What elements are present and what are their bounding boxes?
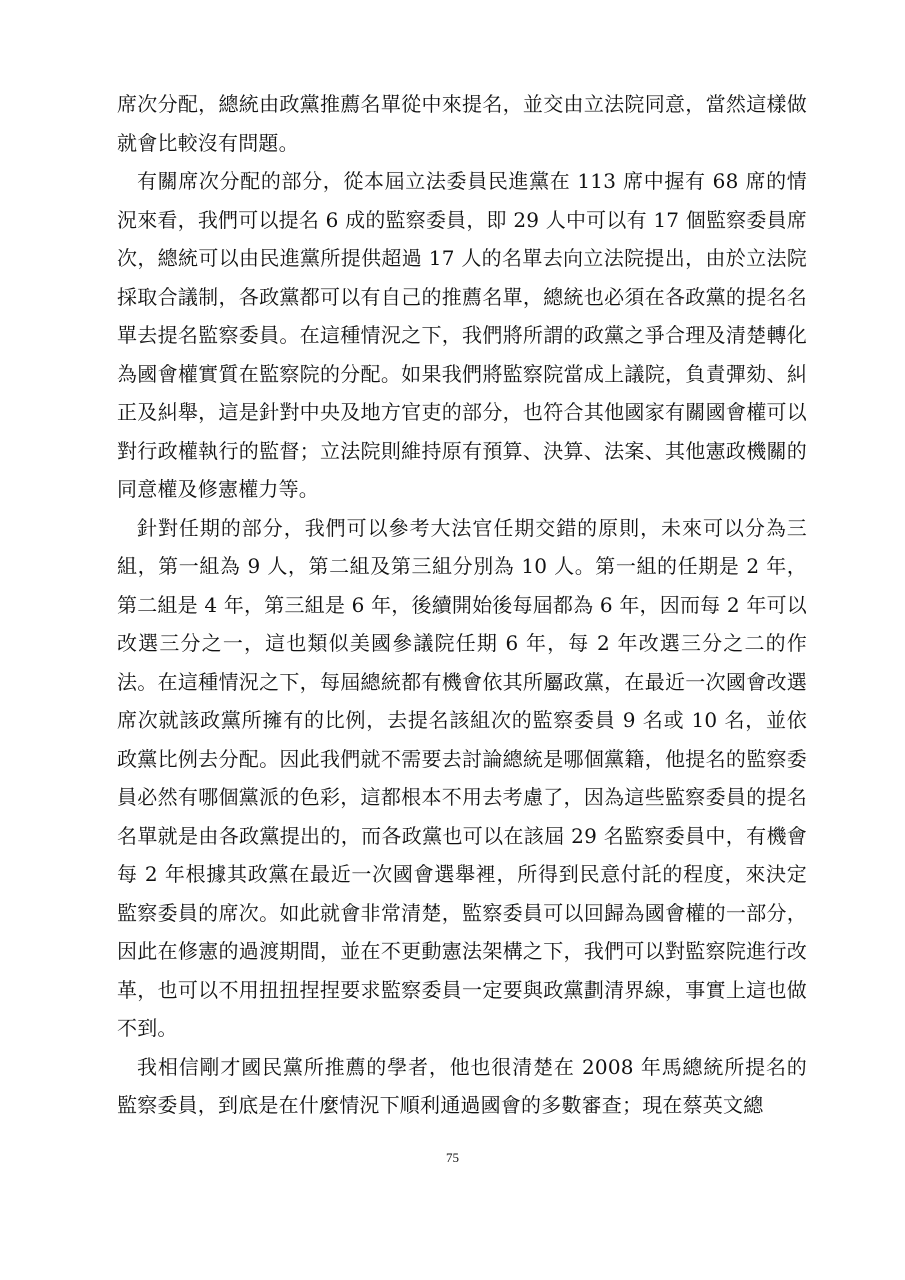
document-body (117, 85, 807, 1125)
paragraph-continuation: 席次分配，總統由政黨推薦名單從中來提名，並交由立法院同意，當然這樣做就會比較沒有問題。 (117, 92, 807, 155)
paragraph-seat-allocation: 有關席次分配的部分，從本屆立法委員民進黨在 113 席中握有 68 席的情況來看，我們可以提名 6 成的監察委員，即 29 人中可以有 17 個監察委員席次，總統可以由民進黨所提供超過 17 人的名單去向立法院提出，由於立法院採取合議制，各政黨都可以有自己的推薦名單，總統也必須在各政黨的提名名單去提名監察委員。在這種情況之下，我們將所謂的政黨之爭合理及清楚轉化為國會權實質在監察院的分配。如果我們將監察院當成上議院，負責彈劾、糾正及糾舉，這是針對中央及地方官吏的部分，也符合其他國家有關國會權可以對行政權執行的監督；立法院則維持原有預算、決算、法案、其他憲政機關的同意權及修憲權力等。 (117, 169, 807, 501)
paragraph-kmt-scholar: 我相信剛才國民黨所推薦的學者，他也很清楚在 2008 年馬總統所提名的監察委員，到底是在什麼情況下順利通過國會的多數審查；現在蔡英文總 (117, 1054, 807, 1117)
paragraph-term-length: 針對任期的部分，我們可以參考大法官任期交錯的原則，未來可以分為三組，第一組為 9 人，第二組及第三組分別為 10 人。第一組的任期是 2 年，第二組是 4 年，第三組是 6 年，後續開始後每屆都為 6 年，因而每 2 年可以改選三分之一，這也類似美國參議院任期 6 年，每 2 年改選三分之二的作法。在這種情況之下，每屆總統都有機會依其所屬政黨，在最近一次國會改選席次就該政黨所擁有的比例，去提名該組次的監察委員 9 名或 10 名，並依政黨比例去分配。因此我們就不需要去討論總統是哪個黨籍，他提名的監察委員必然有哪個黨派的色彩，這都根本不用去考慮了，因為這些監察委員的提名名單就是由各政黨提出的，而各政黨也可以在該屆 29 名監察委員中，有機會每 2 年根據其政黨在最近一次國會選舉裡，所得到民意付託的程度，來決定監察委員的席次。如此就會非常清楚，監察委員可以回歸為國會權的一部分，因此在修憲的過渡期間，並在不更動憲法架構之下，我們可以對監察院進行改革，也可以不用扭扭捏捏要求監察委員一定要與政黨劃清界線，事實上這也做不到。 (117, 515, 807, 1040)
page-number: 75 (446, 1150, 459, 1165)
